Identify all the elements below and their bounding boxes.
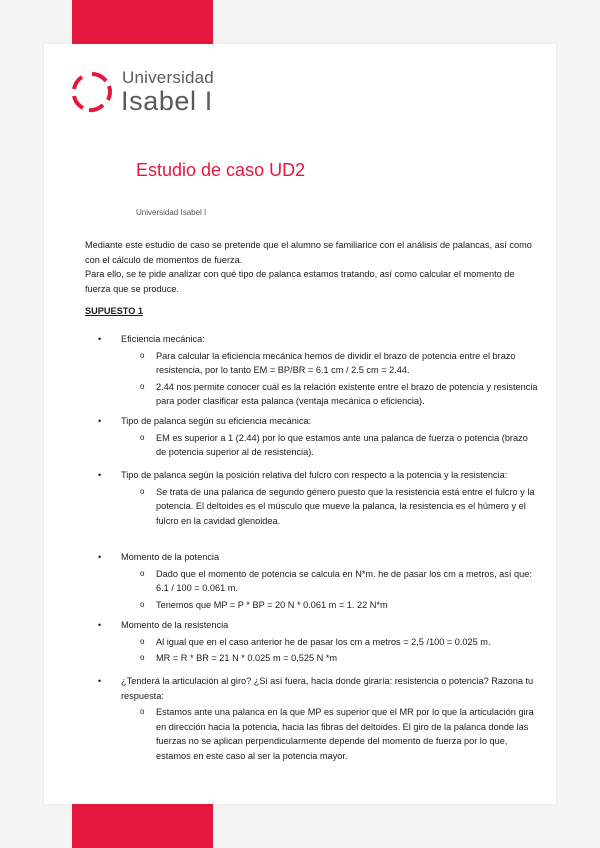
sub-list-item: o Tenemos que MP = P * BP = 20 N * 0.061 m = 1. 22 N*m	[156, 598, 538, 613]
bullet-icon: •	[98, 552, 102, 562]
sub-list-item: o Estamos ante una palanca en la que MP es superior que el MR por lo que la articulación gira en dirección hacia la potencia, hacia las fibras del deltoides. El giro de la palanca donde las fuerzas no se aplican perpendicularmente depende del momento de fuerza por lo que, estamos en este caso al ser la potencia mayor.	[140, 707, 534, 761]
document-author: Universidad Isabel I	[136, 208, 207, 217]
bullet-icon: •	[98, 676, 102, 686]
logo-text-isabel: Isabel I	[121, 86, 213, 116]
logo-ring-icon	[70, 70, 114, 114]
sub-list-item: o Al igual que en el caso anterior he de pasar los cm a metros = 2,5 /100 = 0.025 m.	[156, 635, 538, 650]
document-title: Estudio de caso UD2	[136, 160, 306, 180]
circle-bullet-icon: o	[140, 636, 145, 646]
bullet-icon: •	[98, 416, 102, 426]
circle-bullet-icon: o	[140, 707, 145, 717]
list-item-label: Eficiencia mecánica:	[121, 334, 205, 344]
list-item	[98, 674, 538, 764]
intro-line: Mediante este estudio de caso se pretende que el alumno se familiarice con el análisis de palancas, así como con el cálculo de momentos de fuerza.	[85, 240, 532, 265]
circle-bullet-icon: o	[140, 381, 145, 391]
section-heading: SUPUESTO 1	[85, 306, 144, 316]
bullet-icon: •	[98, 470, 102, 480]
sub-list-item: o Dado que el momento de potencia se calcula en N*m. he de pasar los cm a metros, así que: 6.1 / 100 = 0.061 m.	[140, 568, 532, 594]
bullet-icon: •	[98, 334, 102, 344]
sub-list-item: o 2.44 nos permite conocer cuál es la relación existente entre el brazo de potencia y resistencia para poder clasificar esta palanca (ventaja mecánica o eficiencia).	[140, 381, 538, 407]
list-item	[98, 332, 538, 409]
intro-paragraph	[85, 238, 535, 296]
sub-list-item: o MR = R * BR = 21 N * 0.025 m = 0,525 N *m	[156, 651, 538, 666]
list-item-label: Momento de la resistencia	[121, 620, 229, 630]
circle-bullet-icon: o	[140, 599, 145, 609]
bottom-accent-band	[72, 804, 213, 848]
circle-bullet-icon: o	[140, 653, 145, 663]
sub-list-item: o Se trata de una palanca de segundo género puesto que la resistencia está entre el fulcro y la potencia. El deltoides es el músculo que mueve la palanca, la resistencia es el húmero y el fulcro en la cavidad glenoidea.	[140, 486, 535, 526]
circle-bullet-icon: o	[140, 568, 145, 578]
logo-text-universidad: Universidad	[122, 68, 214, 87]
list-item-label: Momento de la potencia	[121, 552, 220, 562]
intro-line: Para ello, se te pide analizar con qué tipo de palanca estamos tratando, así como calcular el momento de fuerza que se produce.	[85, 269, 515, 294]
university-logo	[70, 66, 270, 116]
sub-list-item: o EM es superior a 1 (2.44) por lo que estamos ante una palanca de fuerza o potencia (brazo de potencia superior al de resistencia).	[140, 432, 528, 458]
list-item	[98, 414, 538, 460]
sub-list-item: o Para calcular la eficiencia mecánica hemos de dividir el brazo de potencia entre el brazo resistencia, por lo tanto EM = BP/BR = 6.1 cm / 2.5 cm = 2.44.	[140, 350, 516, 376]
top-accent-band	[72, 0, 213, 44]
list-item	[98, 468, 538, 528]
circle-bullet-icon: o	[140, 432, 145, 442]
list-item-label: Tipo de palanca según la posición relativa del fulcro con respecto a la potencia y la resistencia:	[121, 470, 508, 480]
circle-bullet-icon: o	[140, 486, 145, 496]
list-item	[98, 618, 538, 666]
list-item-label: Tipo de palanca según su eficiencia mecánica:	[121, 416, 312, 426]
list-item	[98, 550, 538, 612]
circle-bullet-icon: o	[140, 350, 145, 360]
bullet-icon: •	[98, 620, 102, 630]
list-item-label: ¿Tenderá la articulación al giro? ¿Si así fuera, hacia donde giraría: resistencia o potencia? Razona tu respuesta:	[121, 676, 534, 701]
